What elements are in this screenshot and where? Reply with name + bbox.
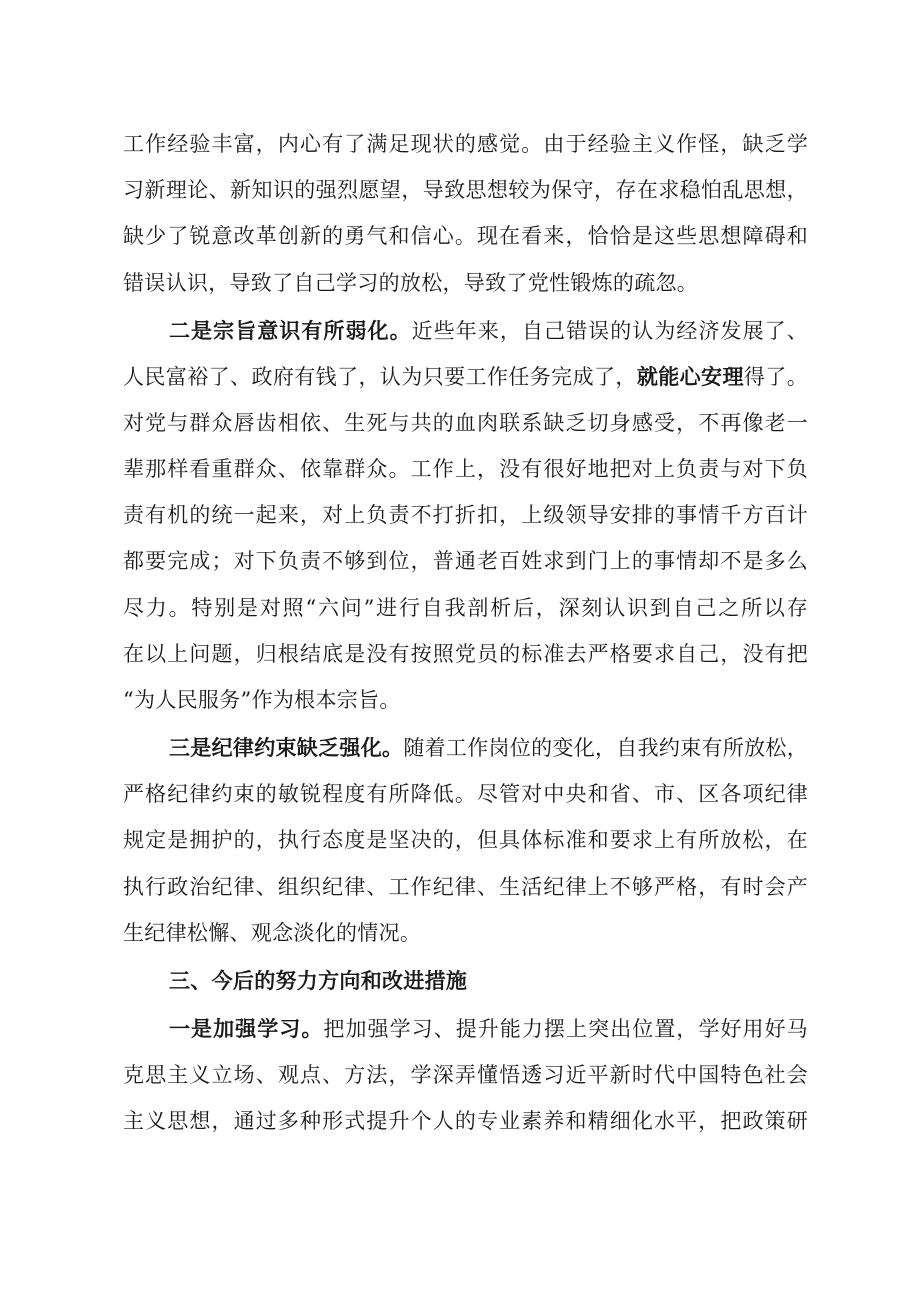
document-body	[123, 121, 808, 1144]
bold-phrase: 就能心安理	[636, 363, 744, 389]
text-span: 把加强学习、提升能力摆上突出位置，学好用好马	[323, 1016, 808, 1041]
text-line: 生纪律松懈、观念淡化的情况。	[123, 920, 422, 945]
text-line: 习新理论、新知识的强烈愿望，导致思想较为保守，存在求稳怕乱思想，	[123, 178, 808, 203]
paragraph-purpose-awareness	[123, 308, 808, 724]
text-line: 工作经验丰富，内心有了满足现状的感觉。由于经验主义作怪，缺乏学	[123, 132, 808, 156]
text-line: 在以上问题，归根结底是没有按照党员的标准去严格要求自己，没有把	[123, 641, 808, 666]
text-line: 尽力。特别是对照“六问”进行自我剖析后，深刻认识到自己之所以存	[123, 595, 808, 620]
text-line	[123, 1006, 808, 1052]
text-line: 对党与群众唇齿相依、生死与共的血肉联系缺乏切身感受，不再像老一	[123, 410, 808, 435]
text-line: 克思主义立场、观点、方法，学深弄懂悟透习近平新时代中国特色社会	[123, 1062, 808, 1087]
text-line	[123, 308, 808, 354]
paragraph-lead: 二是宗旨意识有所弱化。	[169, 317, 412, 343]
text-span: 得了。	[743, 364, 808, 389]
text-line: 责有机的统一起来，对上负责不打折扣，上级领导安排的事情千方百计	[123, 503, 808, 528]
text-line: 辈那样看重群众、依靠群众。工作上，没有很好地把对上负责与对下负	[123, 457, 808, 482]
paragraph-experience	[123, 121, 808, 306]
text-line: 都要完成；对下负责不够到位，普通老百姓求到门上的事情却不是多么	[123, 549, 808, 574]
text-span: 人民富裕了、政府有钱了，认为只要工作任务完成了，	[123, 364, 637, 389]
text-line: 缺少了锐意改革创新的勇气和信心。现在看来，恰恰是这些思想障碍和	[123, 224, 808, 249]
text-line: 规定是拥护的，执行态度是坚决的，但具体标准和要求上有所放松，在	[123, 828, 808, 853]
section-heading: 三、今后的努力方向和改进措施	[169, 967, 468, 993]
text-line: 主义思想，通过多种形式提升个人的专业素养和精细化水平，把政策研	[123, 1109, 808, 1134]
text-span: 随着工作岗位的变化，自我约束有所放松，	[403, 736, 809, 761]
text-line: “为人民服务”作为根本宗旨。	[123, 688, 401, 713]
text-line: 错误认识，导致了自己学习的放松，导致了党性锻炼的疏忽。	[123, 270, 699, 295]
paragraph-lead: 三是纪律约束缺乏强化。	[169, 735, 404, 761]
paragraph-strengthen-study	[123, 1006, 808, 1145]
text-line: 执行政治纪律、组织纪律、工作纪律、生活纪律上不够严格，有时会产	[123, 874, 808, 899]
text-line	[123, 354, 808, 400]
text-span: 近些年来，自己错误的认为经济发展了、	[411, 318, 808, 343]
paragraph-lead: 一是加强学习。	[169, 1015, 324, 1041]
paragraph-discipline	[123, 725, 808, 956]
text-line: 严格纪律约束的敏锐程度有所降低。尽管对中央和省、市、区各项纪律	[123, 782, 808, 807]
text-line	[123, 725, 808, 771]
